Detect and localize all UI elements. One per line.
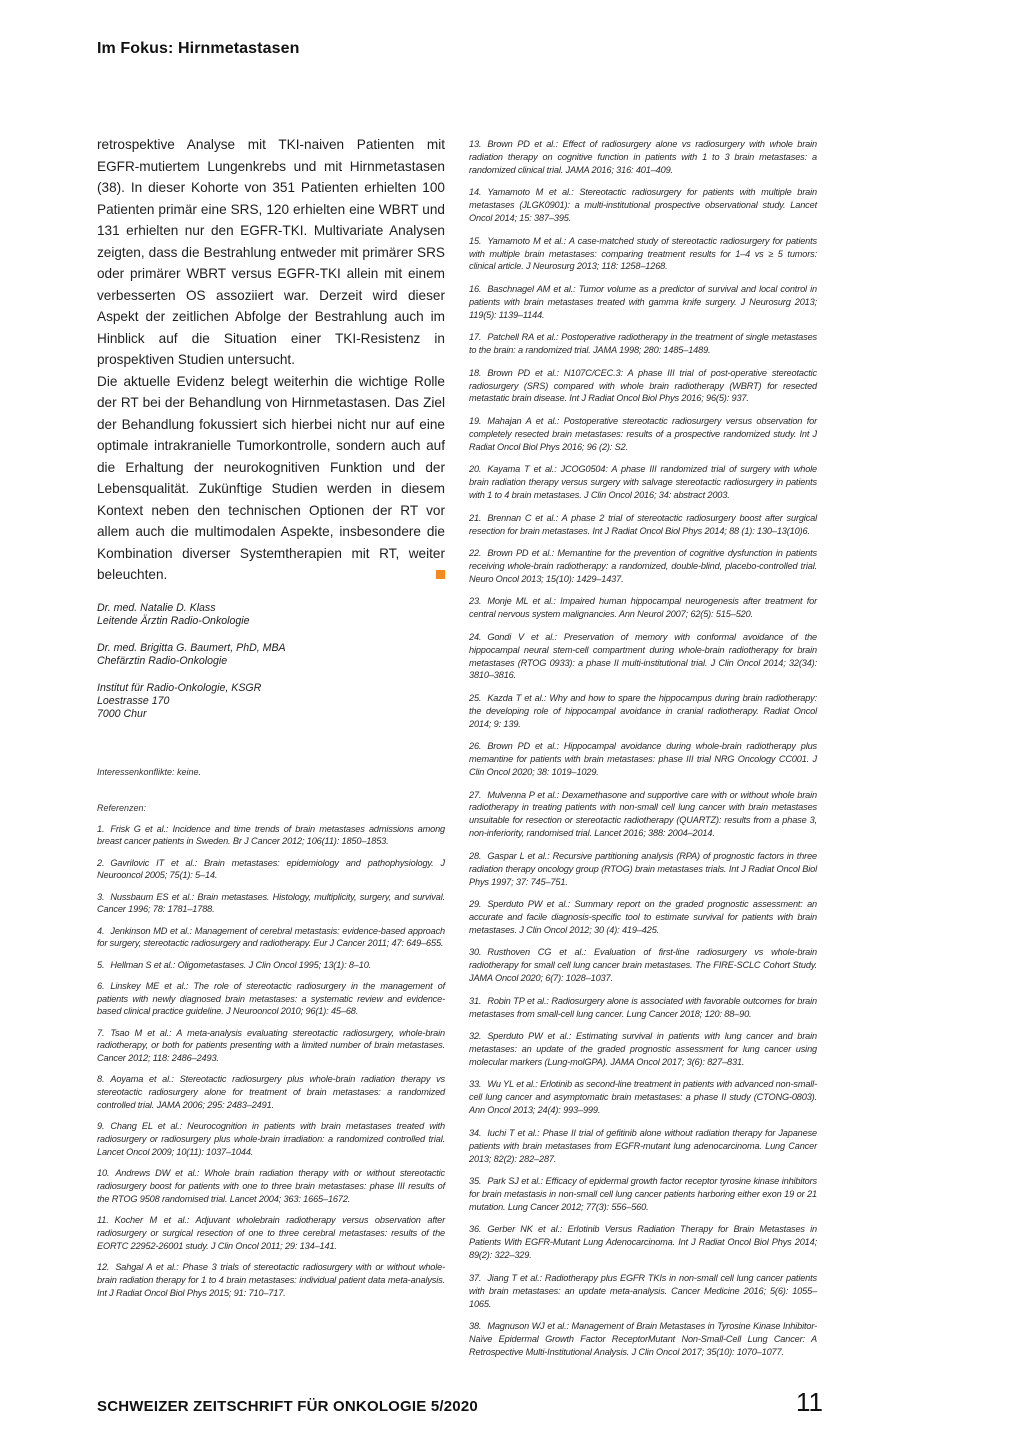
reference-text: Iuchi T et al.: Phase II trial of gefitinib alone without radiation therapy for Japanese patients with brain metastases from EGFR-mutant lung adenocarcinoma. Lung Cancer 2013; 82(2): 282–287. [469, 1127, 817, 1164]
reference-item [469, 1320, 817, 1359]
reference-text: Park SJ et al.: Efficacy of epidermal growth factor receptor tyrosine kinase inhibitors for brain metastasis in non-small cell lung cancer patients harboring either exon 19 or 21 mutation. Lung Cancer 2012; 77(3): 556–560. [469, 1176, 817, 1212]
reference-text: Sahgal A et al.: Phase 3 trials of stereotactic radiosurgery with or without whole-brain radiation therapy for 1 to 4 brain metastases: individual patient data meta-analysis. Int J Radiat Oncol Biol Phys 2015; 91: 710–717. [97, 1262, 445, 1298]
reference-text: Brennan C et al.: A phase 2 trial of stereotactic radiosurgery boost after surgical resection for brain metastases. Int J Radiat Oncol Biol Phys 2014; 88 (1): 130–13(10)6. [469, 512, 817, 536]
reference-number: 38. [469, 1321, 482, 1331]
reference-text: Tsao M et al.: A meta-analysis evaluating stereotactic radiosurgery, whole-brain radiotherapy, or both for patients presenting with a limited number of brain metastases. Cancer 2012; 118: 2486–2493. [97, 1027, 445, 1064]
reference-item [469, 850, 817, 889]
address-institution: Institut für Radio-Onkologie, KSGR [97, 681, 262, 694]
body-paragraph-2-text: Die aktuelle Evidenz belegt weiterhin die wichtige Rolle der RT bei der Behandlung von Hirnmetastasen. Das Ziel der Behandlung fokussiert sich hierbei nicht nur auf eine optimale intrakranielle Tumorkontrolle, sondern auch auf die Erhaltung der neurokognitiven Funktion und der Lebensqualität. Zukünftige Studien werden in diesem Kontext neben den technischen Optionen der RT vor allem auch die multimodalen Aspekte, insbesondere die Kombination diverser Systemtherapien mit RT, weiter beleuchten. [97, 373, 445, 582]
reference-number: 31. [469, 995, 482, 1006]
reference-item [469, 331, 817, 357]
reference-text: Frisk G et al.: Incidence and time trends of brain metastases admissions among breast cancer patients in Sweden. Br J Cancer 2012; 106(11): 1850–1853. [97, 823, 445, 847]
reference-number: 23. [469, 596, 482, 607]
reference-number: 9. [97, 1121, 105, 1132]
reference-item [469, 898, 817, 937]
references-list-left [97, 823, 445, 1300]
reference-number: 17. [469, 332, 482, 343]
reference-item [469, 512, 817, 538]
reference-number: 19. [469, 415, 482, 426]
reference-text: Robin TP et al.: Radiosurgery alone is associated with favorable outcomes for brain metastases from small-cell lung cancer. Lung Cancer 2018; 120: 88–90. [469, 995, 817, 1019]
address-city: 7000 Chur [97, 707, 147, 720]
reference-text: Baschnagel AM et al.: Tumor volume as a predictor of survival and local control in patients with brain metastases treated with gamma knife surgery. J Neurosurg 2013; 119(5): 1139–1144. [469, 283, 817, 320]
reference-item [469, 235, 817, 274]
reference-item [469, 283, 817, 322]
reference-text: Gondi V et al.: Preservation of memory with conformal avoidance of the hippocampal neural stem-cell compartment during whole-brain radiotherapy for brain metastases (RTOG 0933): a phase II multi-institutional trial. J Clin Oncol 2014; 32(34): 3810–3816. [469, 631, 817, 681]
reference-text: Brown PD et al.: Hippocampal avoidance during whole-brain radiotherapy plus memantine for patients with brain metastases: phase III trial NRG Oncology CC001. J Clin Oncol 2020; 38: 1019–1029. [469, 741, 817, 778]
reference-number: 29. [469, 899, 482, 910]
reference-text: Mulvenna P et al.: Dexamethasone and supportive care with or without whole brain radiotherapy in treating patients with non-small cell lung cancer with brain metastases unsuitable for resection or stereotactic radiotherapy (QUARTZ): results from a phase 3, non-inferiority, randomised trial. Lancet 2016; 388: 2004–2014. [469, 789, 817, 839]
body-paragraph-1: retrospektive Analyse mit TKI-naiven Patienten mit EGFR-mutiertem Lungenkrebs und mit Hirnmetastasen (38). In dieser Kohorte von 351 Patienten erhielten 100 Patienten primär eine SRS, 120 erhielten eine WBRT und 131 erhielten nur den EGFR-TKI. Multivariate Analysen zeigten, dass die Bestrahlung entweder mit primärer SRS oder primärer WBRT versus EGFR-TKI allein mit einem verbesserten OS assoziiert war. Derzeit wird dieser Aspekt der zeitlichen Abfolge der Bestrahlung auch im Hinblick auf die Situation einer TKI-Resistenz in prospektiven Studien untersucht. [97, 137, 445, 367]
reference-number: 5. [97, 959, 105, 970]
reference-text: Hellman S et al.: Oligometastases. J Clin Oncol 1995; 13(1): 8–10. [110, 959, 372, 970]
reference-number: 12. [97, 1262, 110, 1273]
author-2 [97, 642, 445, 668]
reference-number: 26. [469, 741, 482, 752]
reference-text: Chang EL et al.: Neurocognition in patients with brain metastases treated with radiosurgery or radiosurgery plus whole-brain irradiation: a randomized controlled trial. Lancet Oncol 2009; 10(11): 1037–1044. [97, 1121, 445, 1158]
conflicts-of-interest: Interessenkonflikte: keine. [97, 766, 202, 777]
reference-item [97, 1120, 445, 1159]
reference-number: 1. [97, 823, 105, 834]
reference-item [97, 959, 445, 972]
reference-item [469, 367, 817, 406]
reference-item [97, 1214, 445, 1253]
reference-item [97, 857, 445, 883]
reference-number: 21. [469, 512, 482, 523]
author-2-name: Dr. med. Brigitta G. Baumert, PhD, MBA [97, 641, 286, 654]
reference-text: Kazda T et al.: Why and how to spare the hippocampus during brain radiotherapy: the developing role of hippocampal avoidance in cranial radiotherapy. Radiat Oncol 2014; 9: 139. [469, 692, 817, 729]
reference-text: Linskey ME et al.: The role of stereotactic radiosurgery in the management of patients with newly diagnosed brain metastases: a systematic review and evidence-based clinical practice guideline. J Neurooncol 2010; 96(1): 45–68. [97, 980, 445, 1017]
reference-text: Patchell RA et al.: Postoperative radiotherapy in the treatment of single metastases to the brain: a randomized trial. JAMA 1998; 280: 1485–1489. [469, 332, 817, 356]
journal-footer: SCHWEIZER ZEITSCHRIFT FÜR ONKOLOGIE 5/2020 [97, 1398, 478, 1415]
references-list-right [469, 138, 817, 1359]
references-label: Referenzen: [97, 802, 147, 813]
author-2-role: Chefärztin Radio-Onkologie [97, 654, 228, 667]
reference-text: Gaspar L et al.: Recursive partitioning analysis (RPA) of prognostic factors in three radiation therapy oncology group (RTOG) brain metastases trials. Int J Radiat Oncol Biol Phys 1997; 37: 745–751. [469, 850, 817, 887]
reference-number: 11. [97, 1215, 109, 1226]
left-column [97, 134, 445, 1308]
reference-text: Wu YL et al.: Erlotinib as second-line treatment in patients with advanced non-small-cell lung cancer and asymptomatic brain metastases: a phase II study (CTONG-0803). Ann Oncol 2013; 24(4): 993–999. [469, 1079, 817, 1116]
reference-text: Magnuson WJ et al.: Management of Brain Metastases in Tyrosine Kinase Inhibitor-Naïve Epidermal Growth Factor ReceptorMutant Non-Small-Cell Lung Cancer: A Retrospective Multi-Institutional Analysis. J Clin Oncol 2017; 35(10): 1070–1077. [469, 1321, 817, 1357]
reference-number: 13. [469, 139, 482, 149]
reference-text: Kayama T et al.: JCOG0504: A phase III randomized trial of surgery with whole brain radiation therapy versus surgery with salvage stereotactic radiosurgery in patients with 1 to 4 brain metastases. J Clin Oncol 2016; 34: abstract 2003. [469, 464, 817, 501]
reference-number: 33. [469, 1079, 482, 1090]
reference-text: Yamamoto M et al.: Stereotactic radiosurgery for patients with multiple brain metastases (JLGK0901): a multi-institutional prospective observational study. Lancet Oncol 2014; 15: 387–395. [469, 187, 817, 224]
reference-item [97, 1073, 445, 1112]
reference-text: Brown PD et al.: Effect of radiosurgery alone vs radiosurgery with whole brain radiation therapy on cognitive function in patients with 1 to 3 brain metastases: a randomized clinical trial. JAMA 2016; 316: 401–409. [469, 139, 817, 175]
reference-item [469, 1078, 817, 1117]
reference-number: 16. [469, 283, 482, 294]
reference-text: Sperduto PW et al.: Estimating survival in patients with lung cancer and brain metastases: an update of the graded prognostic assessment for lung cancer using molecular markers (Lung-molGPA). JAMA Oncol 2017; 3(6): 827–831. [469, 1031, 817, 1067]
reference-number: 32. [469, 1031, 482, 1042]
reference-number: 2. [97, 857, 105, 868]
body-paragraph-2 [97, 371, 445, 586]
reference-number: 36. [469, 1224, 482, 1235]
right-column [469, 138, 817, 1368]
reference-item [97, 823, 445, 849]
reference-item [469, 595, 817, 621]
reference-text: Aoyama et al.: Stereotactic radiosurgery plus whole-brain radiation therapy vs stereotactic radiosurgery alone for treatment of brain metastases: a randomized controlled trial. JAMA 2006; 295: 2483–2491. [97, 1074, 445, 1111]
reference-number: 3. [97, 891, 105, 902]
reference-text: Brown PD et al.: Memantine for the prevention of cognitive dysfunction in patients receiving whole-brain radiotherapy: a randomized, double-blind, placebo-controlled trial. Neuro Oncol 2013; 15(10): 1429–1437. [469, 548, 817, 584]
reference-text: Gerber NK et al.: Erlotinib Versus Radiation Therapy for Brain Metastases in Patients With EGFR-Mutant Lung Adenocarcinoma. Int J Radiat Oncol Biol Phys 2014; 89(2): 322–329. [469, 1224, 817, 1261]
reference-number: 24. [469, 631, 482, 642]
reference-number: 15. [469, 235, 482, 246]
reference-text: Andrews DW et al.: Whole brain radiation therapy with or without stereotactic radiosurgery boost for patients with one to three brain metastases: phase III results of the RTOG 9508 randomised trial. Lancet 2004; 363: 1665–1672. [97, 1168, 445, 1205]
reference-item [97, 980, 445, 1019]
reference-number: 34. [469, 1127, 482, 1138]
reference-number: 8. [97, 1074, 105, 1085]
reference-item [469, 463, 817, 502]
reference-number: 22. [469, 548, 482, 558]
address-street: Loestrasse 170 [97, 694, 170, 707]
reference-number: 7. [97, 1027, 105, 1038]
reference-item [97, 891, 445, 917]
reference-number: 6. [97, 980, 105, 991]
author-1 [97, 602, 445, 628]
reference-text: Nussbaum ES et al.: Brain metastases. Histology, multiplicity, surgery, and survival. Cancer 1996; 78: 1781–1788. [97, 891, 445, 915]
author-1-name: Dr. med. Natalie D. Klass [97, 601, 216, 614]
reference-text: Yamamoto M et al.: A case-matched study of stereotactic radiosurgery for patients with multiple brain metastases: comparing treatment results for 1–4 vs ≥ 5 tumors: clinical article. J Neurosurg 2013; 118: 1258–1268. [469, 235, 817, 272]
reference-text: Brown PD et al.: N107C/CEC.3: A phase III trial of post-operative stereotactic radiosurgery (SRS) compared with whole brain radiotherapy (WBRT) for resected metastatic brain disease. Int J Radiat Oncol Biol Phys 2016; 96(5): 937. [469, 367, 817, 404]
reference-number: 10. [97, 1168, 110, 1179]
reference-item [469, 740, 817, 779]
reference-item [469, 1223, 817, 1262]
reference-number: 20. [469, 464, 482, 475]
reference-item [469, 186, 817, 225]
reference-number: 28. [469, 850, 482, 861]
article-end-mark [436, 570, 445, 579]
reference-text: Mahajan A et al.: Postoperative stereotactic radiosurgery versus observation for completely resected brain metastases: results of a prospective randomized study. Int J Radiat Oncol Biol Phys 2016; 96 (2): S2. [469, 415, 817, 452]
reference-text: Sperduto PW et al.: Summary report on the graded prognostic assessment: an accurate and facile diagnosis-specific tool to estimate survival for patients with brain metastases. J Clin Oncol 2012; 30 (4): 419–425. [469, 899, 817, 935]
reference-item [469, 1030, 817, 1069]
reference-item [469, 1175, 817, 1214]
reference-item [97, 1261, 445, 1300]
reference-number: 4. [97, 925, 105, 936]
reference-item [469, 138, 817, 177]
reference-item [97, 1167, 445, 1206]
reference-item [469, 692, 817, 731]
reference-item [97, 925, 445, 951]
reference-number: 27. [469, 789, 482, 800]
reference-item [469, 415, 817, 454]
reference-number: 25. [469, 692, 482, 703]
reference-item [469, 946, 817, 985]
section-title: Im Fokus: Hirnmetastasen [97, 40, 300, 57]
reference-text: Kocher M et al.: Adjuvant wholebrain radiotherapy versus observation after radiosurgery or surgical resection of one to three cerebral metastases: results of the EORTC 22952-26001 study. J Clin Oncol 2011; 29: 134–141. [97, 1215, 445, 1251]
reference-text: Rusthoven CG et al.: Evaluation of first-line radiosurgery vs whole-brain radiotherapy for small cell lung cancer brain metastases. The FIRE-SCLC Cohort Study. JAMA Oncol 2020; 6(7): 1028–1037. [469, 947, 817, 984]
reference-text: Jenkinson MD et al.: Management of cerebral metastasis: evidence-based approach for surgery, stereotactic radiosurgery and radiotherapy. Eur J Cancer 2011; 47: 649–655. [97, 925, 445, 949]
author-1-role: Leitende Ärztin Radio-Onkologie [97, 614, 250, 627]
reference-number: 37. [469, 1272, 482, 1283]
reference-text: Gavrilovic IT et al.: Brain metastases: epidemiology and pathophysiology. J Neurooncol 2005; 75(1): 5–14. [97, 857, 445, 881]
reference-item [469, 1127, 817, 1166]
reference-number: 35. [469, 1176, 482, 1187]
reference-item [469, 995, 817, 1021]
reference-item [469, 631, 817, 683]
reference-item [469, 789, 817, 841]
reference-item [469, 1272, 817, 1311]
reference-item [469, 547, 817, 586]
reference-number: 30. [469, 947, 482, 958]
reference-text: Jiang T et al.: Radiotherapy plus EGFR TKIs in non-small cell lung cancer patients with brain metastases: an update meta-analysis. Cancer Medicine 2016; 5(6): 1055–1065. [469, 1272, 817, 1309]
page-number: 11 [796, 1387, 823, 1417]
reference-text: Monje ML et al.: Impaired human hippocampal neurogenesis after treatment for central nervous system malignancies. Ann Neurol 2007; 62(5): 515–520. [469, 596, 817, 620]
address-block [97, 682, 445, 721]
reference-item [97, 1027, 445, 1066]
reference-number: 18. [469, 367, 482, 378]
reference-number: 14. [469, 187, 482, 198]
